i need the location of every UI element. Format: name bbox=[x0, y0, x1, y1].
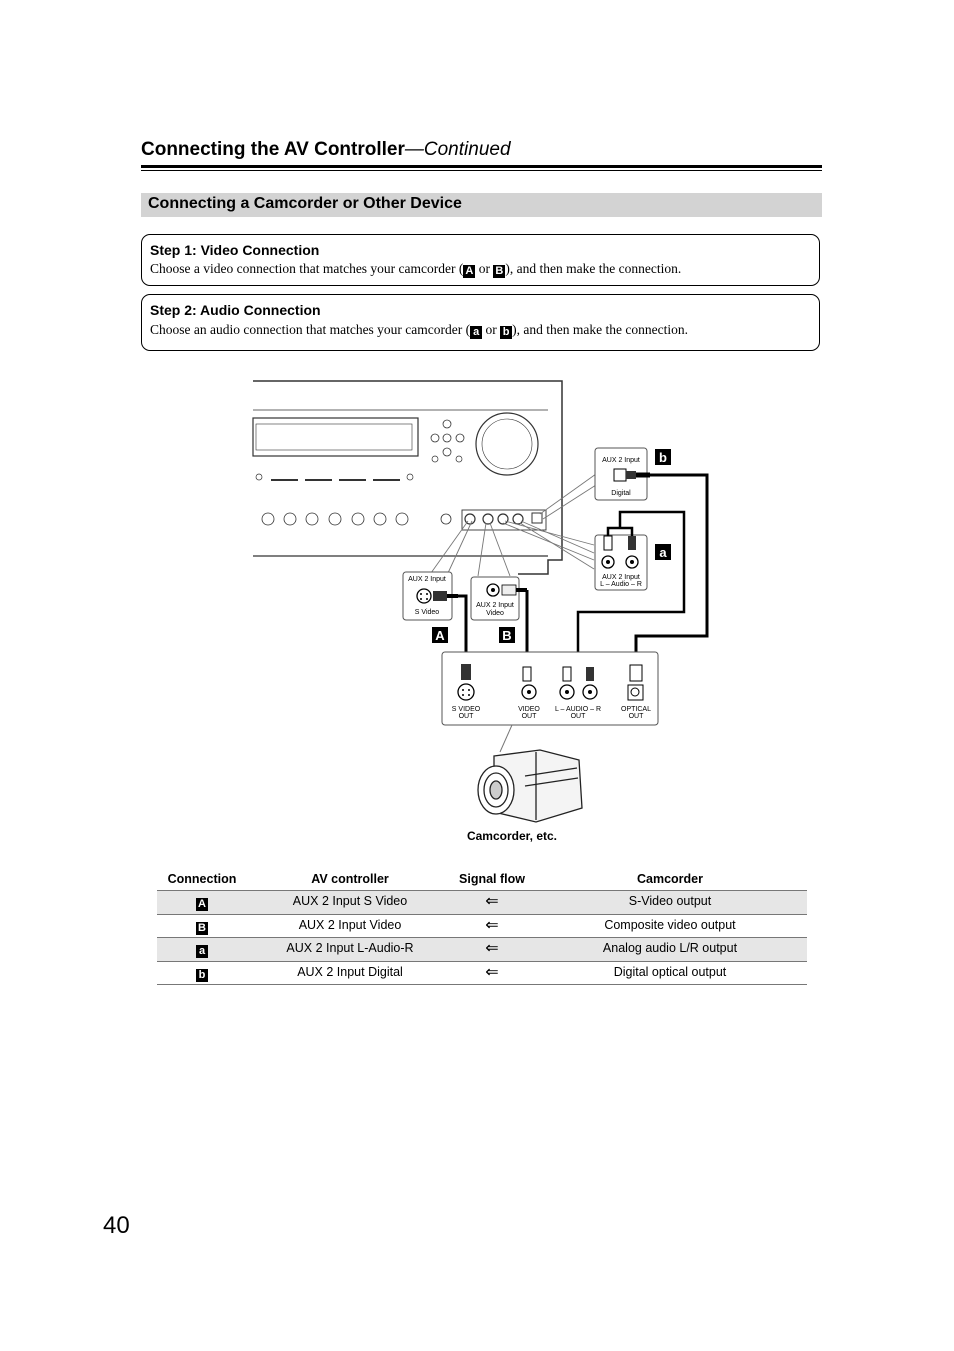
table-cell-flow: ⇐ bbox=[485, 940, 499, 957]
svg-text:OPTICAL: OPTICAL bbox=[621, 706, 651, 713]
svg-text:OUT: OUT bbox=[628, 713, 644, 720]
table-cell-flow: ⇐ bbox=[485, 893, 499, 910]
table-cell-av: AUX 2 Input Video bbox=[298, 917, 402, 932]
table-cell-key bbox=[196, 895, 208, 911]
aux-svideo-callout bbox=[403, 572, 458, 620]
table-cell-cam: Digital optical output bbox=[613, 964, 727, 979]
key-badge-a: a bbox=[470, 326, 482, 339]
connection-table bbox=[157, 868, 807, 985]
table-header-signal-flow: Signal flow bbox=[459, 872, 525, 886]
key-badge-A: A bbox=[463, 265, 475, 278]
camcorder-icon bbox=[478, 750, 582, 822]
table-cell-key bbox=[196, 966, 208, 982]
page-number: 40 bbox=[103, 1212, 130, 1239]
svg-text:AUX 2 Input: AUX 2 Input bbox=[602, 574, 640, 581]
marker-a-label: a bbox=[659, 545, 667, 560]
header-title-main: Connecting the AV Controller bbox=[141, 139, 405, 160]
svg-text:AUX 2 Input: AUX 2 Input bbox=[476, 602, 514, 609]
table-row bbox=[157, 914, 807, 938]
svg-text:AUX 2 Input: AUX 2 Input bbox=[408, 576, 446, 583]
key-badge: b bbox=[196, 969, 208, 982]
table-row bbox=[157, 890, 807, 914]
step2-text-before: Choose an audio connection that matches your camcorder ( bbox=[150, 322, 471, 337]
table-cell-flow: ⇐ bbox=[485, 963, 499, 981]
table-header-camcorder: Camcorder bbox=[637, 872, 703, 886]
section-title: Connecting a Camcorder or Other Device bbox=[148, 195, 462, 212]
table-header-connection: Connection bbox=[167, 872, 237, 886]
cables bbox=[458, 475, 707, 668]
table-cell-cam: S-Video output bbox=[628, 894, 712, 908]
table-header-row bbox=[157, 868, 807, 890]
key-badge: B bbox=[196, 922, 208, 935]
svg-text:OUT: OUT bbox=[521, 713, 537, 720]
camcorder-outputs-box bbox=[442, 652, 658, 725]
svg-text:S VIDEO: S VIDEO bbox=[451, 706, 481, 713]
aux-video-callout bbox=[471, 577, 527, 620]
step2-text-after: ), and then make the connection. bbox=[512, 322, 688, 337]
svg-text:Video: Video bbox=[486, 610, 504, 617]
av-controller-panel bbox=[253, 381, 562, 574]
step1-or: or bbox=[475, 261, 494, 276]
table-cell-av: AUX 2 Input L-Audio-R bbox=[286, 941, 414, 955]
svg-text:OUT: OUT bbox=[570, 713, 586, 720]
step1-text-after: ), and then make the connection. bbox=[505, 261, 682, 276]
key-badge: a bbox=[196, 945, 208, 958]
aux-audio-callout bbox=[595, 535, 647, 590]
svg-text:Digital: Digital bbox=[611, 490, 631, 497]
svg-text:L – Audio – R: L – Audio – R bbox=[600, 581, 642, 588]
table-cell-av: AUX 2 Input S Video bbox=[292, 894, 408, 908]
aux-digital-callout bbox=[595, 448, 650, 500]
svg-text:L – AUDIO – R: L – AUDIO – R bbox=[554, 706, 602, 713]
table-cell-key bbox=[196, 942, 208, 958]
camcorder-label: Camcorder, etc. bbox=[466, 829, 558, 843]
table-cell-key bbox=[196, 919, 208, 935]
svg-text:VIDEO: VIDEO bbox=[518, 706, 540, 713]
table-header-av-controller: AV controller bbox=[311, 872, 389, 886]
marker-B-label: B bbox=[502, 628, 512, 643]
svg-text:S Video: S Video bbox=[414, 609, 440, 616]
table-cell-cam: Composite video output bbox=[604, 917, 736, 932]
table-cell-cam: Analog audio L/R output bbox=[602, 941, 738, 955]
step1-text-before: Choose a video connection that matches your camcorder ( bbox=[150, 261, 464, 276]
step2-or: or bbox=[482, 322, 501, 337]
table-row bbox=[157, 961, 807, 986]
table-cell-flow: ⇐ bbox=[485, 916, 499, 934]
svg-text:OUT: OUT bbox=[458, 713, 474, 720]
marker-A-label: A bbox=[435, 628, 445, 643]
key-badge-b: b bbox=[500, 326, 512, 339]
key-badge: A bbox=[196, 898, 208, 911]
key-badge-B: B bbox=[493, 265, 505, 278]
step2-title: Step 2: Audio Connection bbox=[150, 302, 321, 318]
leader-lines bbox=[431, 474, 596, 576]
marker-b-label: b bbox=[659, 450, 667, 465]
table-row bbox=[157, 937, 807, 961]
header-title-continued: —Continued bbox=[404, 139, 511, 160]
table-cell-av: AUX 2 Input Digital bbox=[297, 964, 403, 979]
svg-text:AUX 2 Input: AUX 2 Input bbox=[602, 457, 640, 464]
step1-title: Step 1: Video Connection bbox=[150, 242, 320, 258]
